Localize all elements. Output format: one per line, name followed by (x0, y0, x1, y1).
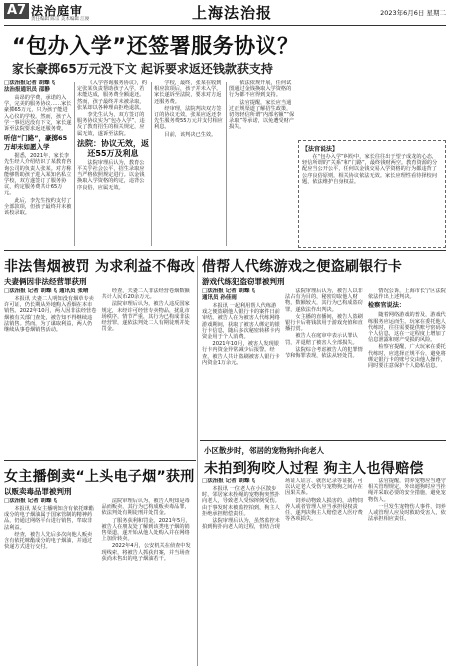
lead-byline: □法治报记者 胡蝶飞 法治报通讯员 邵静 (4, 80, 56, 93)
lead-paragraph: 高昂的学费，承诺的入学，完美的服务协议……家长豪掷65万元，只为孩子能进入心仪的学校。然而，孩子入学一事迟迟没有下文，家长遂诉至法院要求返还服务费。 (4, 95, 72, 133)
story3-paragraph: 被告人在庭审中表示认罪认罚，并退赔了被害人全部损失。 (285, 333, 358, 346)
story5-paragraph: 法官提醒，饲养宠物应当遵守相关管理规定，外出遛狗时应当拴绳并采取必要的安全措施，避免宠物伤人。 (368, 478, 446, 503)
lead-column-3 (154, 80, 224, 248)
judge-commentary-box (298, 140, 446, 248)
story4-paragraph: 了服务获利和罚金。2021年5月，被告人在朋友处了解到该类电子烟的销售渠道，遂开始从他人处购入并在网络上加价转卖。 (101, 517, 191, 543)
story4-paragraph: 2022年4月，公安机关在侦查中发现线索，将被告人抓获归案，并当场查获尚未售出的电子烟油若干。 (101, 543, 191, 562)
story3-subhead: 游戏代练犯盗窃罪被判刑 (202, 277, 285, 286)
story2-subhead: 夫妻俩因非法经营罪获刑 (4, 277, 87, 286)
story3-paragraph: 检察官提醒，广大玩家在委托代练时，应选择正规平台，避免将绑定银行卡的账号交由他人操作，同时要注意保护个人隐私信息。 (368, 344, 446, 370)
story3-byline: □法治报 记者 胡蝶飞 通讯员 孙佳雨 (202, 288, 256, 301)
newspaper-masthead: 上海法治报 (192, 4, 273, 22)
story3-paragraph: 情况公诉，上海市长宁区法院依法作出上述判决。 (368, 288, 446, 301)
lead-column-2 (77, 80, 149, 248)
commentary-text: 在“包办入学”纠纷中，家长往往出于望子成龙的心态，轻信所谓的“关系”和“门路”，最终钱财两空。教育资源的分配应当公开公平，任何以金钱交易入学资格的行为都违背了公序良俗原则，相关协议依法无效。家长应理性看待择校问题，依法维护自身权益。 (302, 154, 438, 185)
story3-paragraph: 女主播的直播间，被告人盗刷银行卡后将钱款用于游戏充值和直播打赏。 (285, 313, 363, 333)
lead-subhead: 家长豪掷65万元没下文 起诉要求返还钱款获支持 (12, 62, 273, 76)
story4-body (4, 498, 194, 666)
story4-headline: 女主播倒卖“上头电子烟”获刑 (4, 469, 195, 485)
column-divider (151, 82, 152, 246)
story3-paragraph: 2021年10月，被害人发现银行卡内资金异常减少后报警。经查，被告人共计盗刷被害人银行卡内资金1万余元。 (202, 341, 280, 366)
story5-kicker: 小区散步时，邻居的宠物狗扑向老人 (204, 446, 324, 455)
story4-paragraph: 经查，被告人先后多次向他人贩卖含有依托咪酯成分的电子烟油，并通过快递方式进行交付。 (4, 531, 93, 551)
lead-paragraph: 据悉，2021年，家长李先生经人介绍结识了某教育咨询公司的负责人张某。对方称能够帮助孩子进入某知名私立学校，双方遂签订了服务协议，约定服务费共计65万元。 (4, 153, 72, 197)
story3-body (202, 288, 446, 438)
lead-paragraph: 法院审理后认为，教育公平关乎社会公平，招生录取应当严格依照规定进行。以金钱换取入学资格的约定，违背公序良俗，应属无效。 (77, 159, 145, 191)
story5-paragraph: 一旦发生宠物伤人事件，饲养人或管理人应及时救助受害人，依法承担相应责任。 (368, 503, 446, 523)
story5-paragraph: 法院审理后认为，虽然监控未拍到狗扑向老人的过程，但结合现场证人证言、就医记录等证据，可以认定老人受伤与宠物狗之间存在因果关系。 (202, 478, 363, 531)
story5-paragraph: 本报讯 一位老人在小区散步时，邻居家未拴绳的宠物狗突然扑向老人，导致老人受惊摔倒受伤。由于事发时未被监控拍到，狗主人拒绝承担赔偿责任。 (202, 486, 280, 517)
section-rule (200, 440, 446, 441)
story4-byline: □法治报 记者 胡蝶飞 (4, 498, 58, 504)
issue-date: 2023年6月6日 星期二 (380, 9, 446, 17)
commentary-title: 【法官说法】 (302, 146, 339, 153)
lead-paragraph: 学校，最终，张某在收到相应款项后，孩子并未入学。家长遂诉至法院，要求对方返还服务费。 (154, 80, 222, 105)
editors-line: 责任编辑 陈宗 美术编辑 江俊 (31, 17, 90, 22)
lead-paragraph: 此后，李先生按约支付了全部款项，但孩子最终并未被该校录取。 (4, 197, 72, 217)
story2-paragraph: 法院审理后认为，被告人违反国家规定，未经许可经营专卖物品，扰乱市场秩序，情节严重，其行为已构成非法经营罪，遂依法判处二人有期徒刑并处罚金。 (101, 301, 190, 333)
page-code: A7 (4, 3, 29, 19)
story3-paragraph: 本报讯 一起利用帮人代练游戏之便盗刷他人银行卡的案件日前审结。被告人在为被害人代练网络游戏期间，获取了被害人绑定的银行卡信息，随后多次秘密转移卡内资金用于个人消费。 (202, 303, 280, 341)
story4-paragraph: 本报讯 某女主播明知含有依托咪酯成分的电子烟油属于国家管制的精神药品，仍通过网络平台进行销售，牟取非法利益。 (4, 506, 94, 531)
story2-paragraph: 经查，夫妻二人非法经营卷烟数额共计人民币20余万元。 (101, 288, 190, 301)
story2-headline: 非法售烟被罚 为求利益不侮改 (4, 259, 196, 275)
story3-paragraph: 法院综合考虑被告人的犯罪情节和悔罪表现，依法从轻处罚。 (285, 346, 363, 360)
column-divider (197, 256, 198, 666)
section-rule (4, 250, 446, 251)
story3-paragraph: 随着网络游戏的普及，游戏代练服务应运而生。玩家在委托他人代练时，往往需要提供账号密码等个人信息，这在一定程度上增加了信息泄露和财产受损的风险。 (368, 312, 446, 344)
story5-headline: 未拍到狗咬人过程 狗主人也得赔偿 (204, 461, 424, 477)
lead-paragraph: 李先生认为，双方签订的服务协议实为“包办入学”，违反了教育招生的相关规定，应属无效，遂诉至法院。 (77, 112, 145, 137)
story5-paragraph: 饲养动物致人损害的，动物饲养人或者管理人应当承担侵权责任，遂判决狗主人赔偿老人医疗费等各项损失。 (285, 497, 363, 523)
lead-paragraph: 目前，该判决已生效。 (164, 131, 217, 138)
story5-byline: □法治报 记者 胡蝶飞 (202, 478, 256, 484)
lead-headline: “包办入学”还签署服务协议？ (12, 34, 299, 58)
lead-paragraph: 《入学咨询服务协议》，约定张某负责帮助孩子入学，若未能达成，服务费全额退还。然而，孩子最终并未被录取，张某却以各种理由拒绝退款。 (77, 80, 148, 111)
lead-section-title: 法院：协议无效，返还55万及利息 (77, 138, 149, 158)
story2-byline: □法治报 记者 胡蝶飞 通讯员 张晴 (4, 288, 89, 294)
lead-paragraph: 法官提醒，家长应当通过正规渠道了解招生政策，切勿轻信所谓“内部名额”“保录取”等承诺，以免遭受财产损失。 (229, 99, 295, 131)
story3-paragraph: 法院审理后认为，被告人以非法占有为目的，秘密窃取他人财物，数额较大，其行为已构成盗窃罪，遂依法作出判决。 (285, 288, 363, 313)
lead-column-4 (229, 80, 295, 248)
column-divider (226, 82, 227, 246)
lead-section-title: 听信“门路”，豪掷65万却未如愿入学 (4, 134, 68, 152)
prosecutor-comment-title: 检察官说法： (368, 302, 406, 310)
story5-body (202, 478, 446, 666)
story2-paragraph: 本报讯 夫妻二人明知没有烟草专卖许可证，仍长期从外地购入香烟在本市销售。2022年10月，两人因非法经营卷烟被有关部门查处，被告知不得继续违法销售。然而，为了谋取利益，两人仍继续从事卷烟销售活动。 (4, 296, 97, 334)
column-divider (74, 82, 75, 246)
lead-column-1 (4, 80, 72, 248)
story4-paragraph: 法院审理后认为，被告人明知是毒品而贩卖，其行为已构成贩卖毒品罪，依法判处有期徒刑并处罚金。 (101, 498, 190, 517)
story4-subhead: 以贩卖毒品罪被判刑 (4, 487, 72, 496)
lead-paragraph: 经审理，法院判决双方签订的协议无效，张某应返还李先生服务费55万元并支付相应利息。 (154, 105, 223, 131)
page-header (4, 2, 446, 26)
lead-paragraph: 依法依规开展，任何试图通过金钱换取入学资格的行为都不应得到支持。 (229, 80, 292, 99)
story3-headline: 借帮人代练游戏之便盗刷银行卡 (202, 259, 403, 275)
story2-body (4, 288, 194, 458)
section-rule (4, 460, 196, 461)
section-name: 法治庭审 (31, 4, 84, 18)
